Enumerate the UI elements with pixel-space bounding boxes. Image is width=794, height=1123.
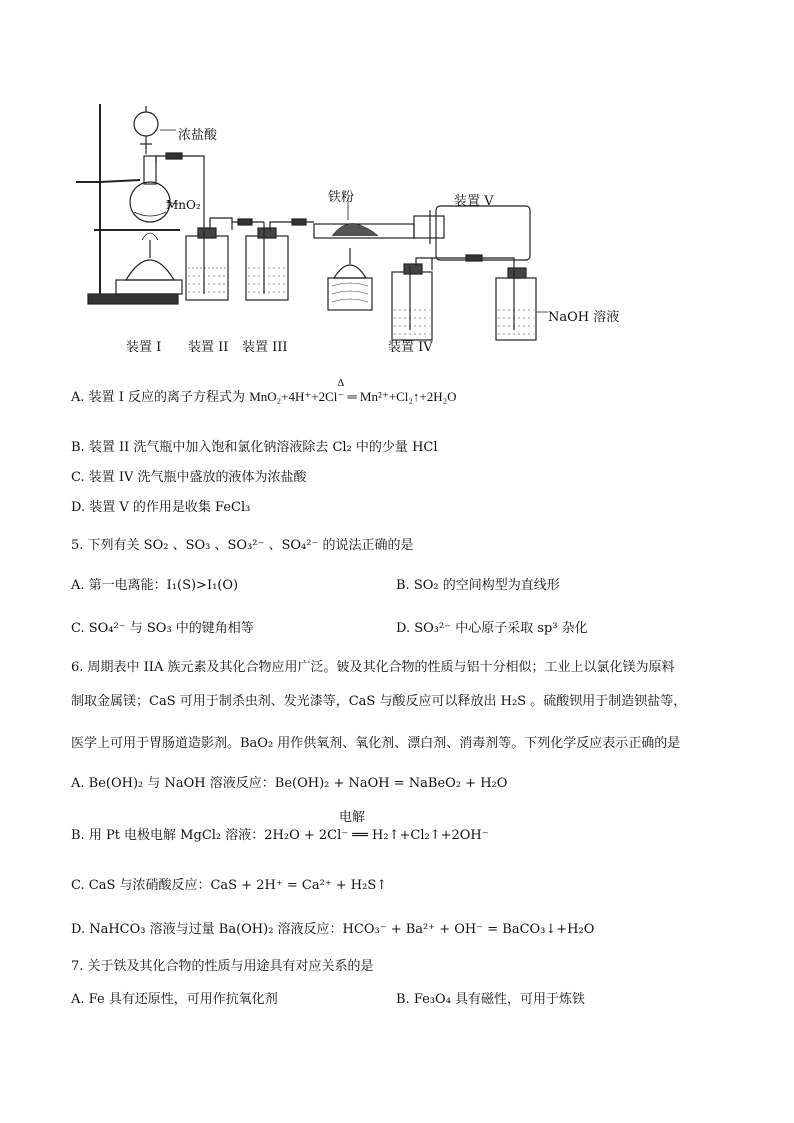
label-device-2: 装置 II (188, 340, 229, 355)
apparatus-figure (70, 98, 630, 360)
q6-stem-line1: 6. 周期表中 IIA 族元素及其化合物应用广泛。铍及其化合物的性质与铝十分相似；工业上以氯化镁为原料 (71, 660, 675, 675)
q6-b-equation: 电解 B. 用 Pt 电极电解 MgCl₂ 溶液：2H₂O + 2Cl⁻ ══ H₂↑+Cl₂↑+2OH⁻ (71, 824, 489, 843)
q5-option-d: D. SO₃²⁻ 中心原子采取 sp³ 杂化 (396, 621, 588, 636)
collector-neck (414, 216, 444, 238)
q5-option-a: A. 第一电离能：I₁(S)>I₁(O) (71, 578, 239, 593)
q6-option-b (71, 810, 489, 843)
q5-stem: 5. 下列有关 SO₂ 、SO₃ 、SO₃²⁻ 、SO₄²⁻ 的说法正确的是 (71, 538, 414, 553)
q6-option-a: A. Be(OH)₂ 与 NaOH 溶液反应：Be(OH)₂ + NaOH = NaBeO₂ + H₂O (71, 776, 508, 791)
label-device-1: 装置 I (126, 340, 162, 355)
q4-option-a: A. 装置 I 反应的离子方程式为 Δ MnO₂+4H⁺+2Cl⁻ ═ Mn²⁺+Cl₂↑+2H₂O (71, 377, 457, 405)
q4-option-d: D. 装置 V 的作用是收集 FeCl₃ (71, 500, 251, 515)
apparatus-diagram (70, 98, 630, 360)
naoh-bottle (496, 278, 536, 340)
q6-stem-line3: 医学上可用于胃肠道造影剂。BaO₂ 用作供氧剂、氧化剂、漂白剂、消毒剂等。下列化学反应表示正确的是 (71, 736, 681, 751)
delta-condition: Δ (337, 377, 345, 389)
q7-stem: 7. 关于铁及其化合物的性质与用途具有对应关系的是 (71, 959, 374, 974)
label-iron-powder: 铁粉 (328, 190, 355, 205)
label-conc-hcl: 浓盐酸 (178, 128, 218, 143)
q4-a-equation: Δ MnO₂+4H⁺+2Cl⁻ ═ Mn²⁺+Cl₂↑+2H₂O (249, 377, 457, 404)
label-naoh: NaOH 溶液 (548, 310, 620, 325)
label-device-4: 装置 IV (388, 340, 433, 355)
q6-stem-line2: 制取金属镁；CaS 可用于制杀虫剂、发光漆等，CaS 与酸反应可以释放出 H₂S 。硫酸钡用于制造钡盐等， (71, 694, 687, 709)
wash-bottle-4 (392, 272, 432, 340)
label-mno2: MnO₂ (166, 198, 201, 212)
q6-option-c: C. CaS 与浓硝酸反应：CaS + 2H⁺ = Ca²⁺ + H₂S↑ (71, 878, 388, 893)
separatory-funnel (134, 112, 158, 136)
tube-1 (156, 156, 204, 230)
label-device-5: 装置 V (454, 194, 494, 209)
q4-option-c: C. 装置 IV 洗气瓶中盛放的液体为浓盐酸 (71, 470, 307, 485)
alcohol-lamp-2 (334, 265, 366, 278)
q6-option-d: D. NaHCO₃ 溶液与过量 Ba(OH)₂ 溶液反应：HCO₃⁻ + Ba²⁺ + OH⁻ = BaCO₃↓+H₂O (71, 922, 595, 937)
wash-bottle-3 (246, 236, 288, 300)
q4-option-b: B. 装置 II 洗气瓶中加入饱和氯化钠溶液除去 Cl₂ 中的少量 HCl (71, 440, 438, 455)
q5-option-b: B. SO₂ 的空间构型为直线形 (396, 578, 560, 593)
stand-base (88, 294, 178, 304)
q7-option-b: B. Fe₃O₄ 具有磁性，可用于炼铁 (396, 992, 586, 1007)
electrolysis-condition: 电解 (339, 810, 366, 825)
q5-option-c: C. SO₄²⁻ 与 SO₃ 中的键角相等 (71, 621, 254, 636)
collector-bottle-5 (436, 206, 530, 260)
q7-option-a: A. Fe 具有还原性，可用作抗氧化剂 (71, 992, 278, 1007)
label-device-3: 装置 III (242, 340, 288, 355)
alcohol-lamp-1 (126, 260, 174, 280)
